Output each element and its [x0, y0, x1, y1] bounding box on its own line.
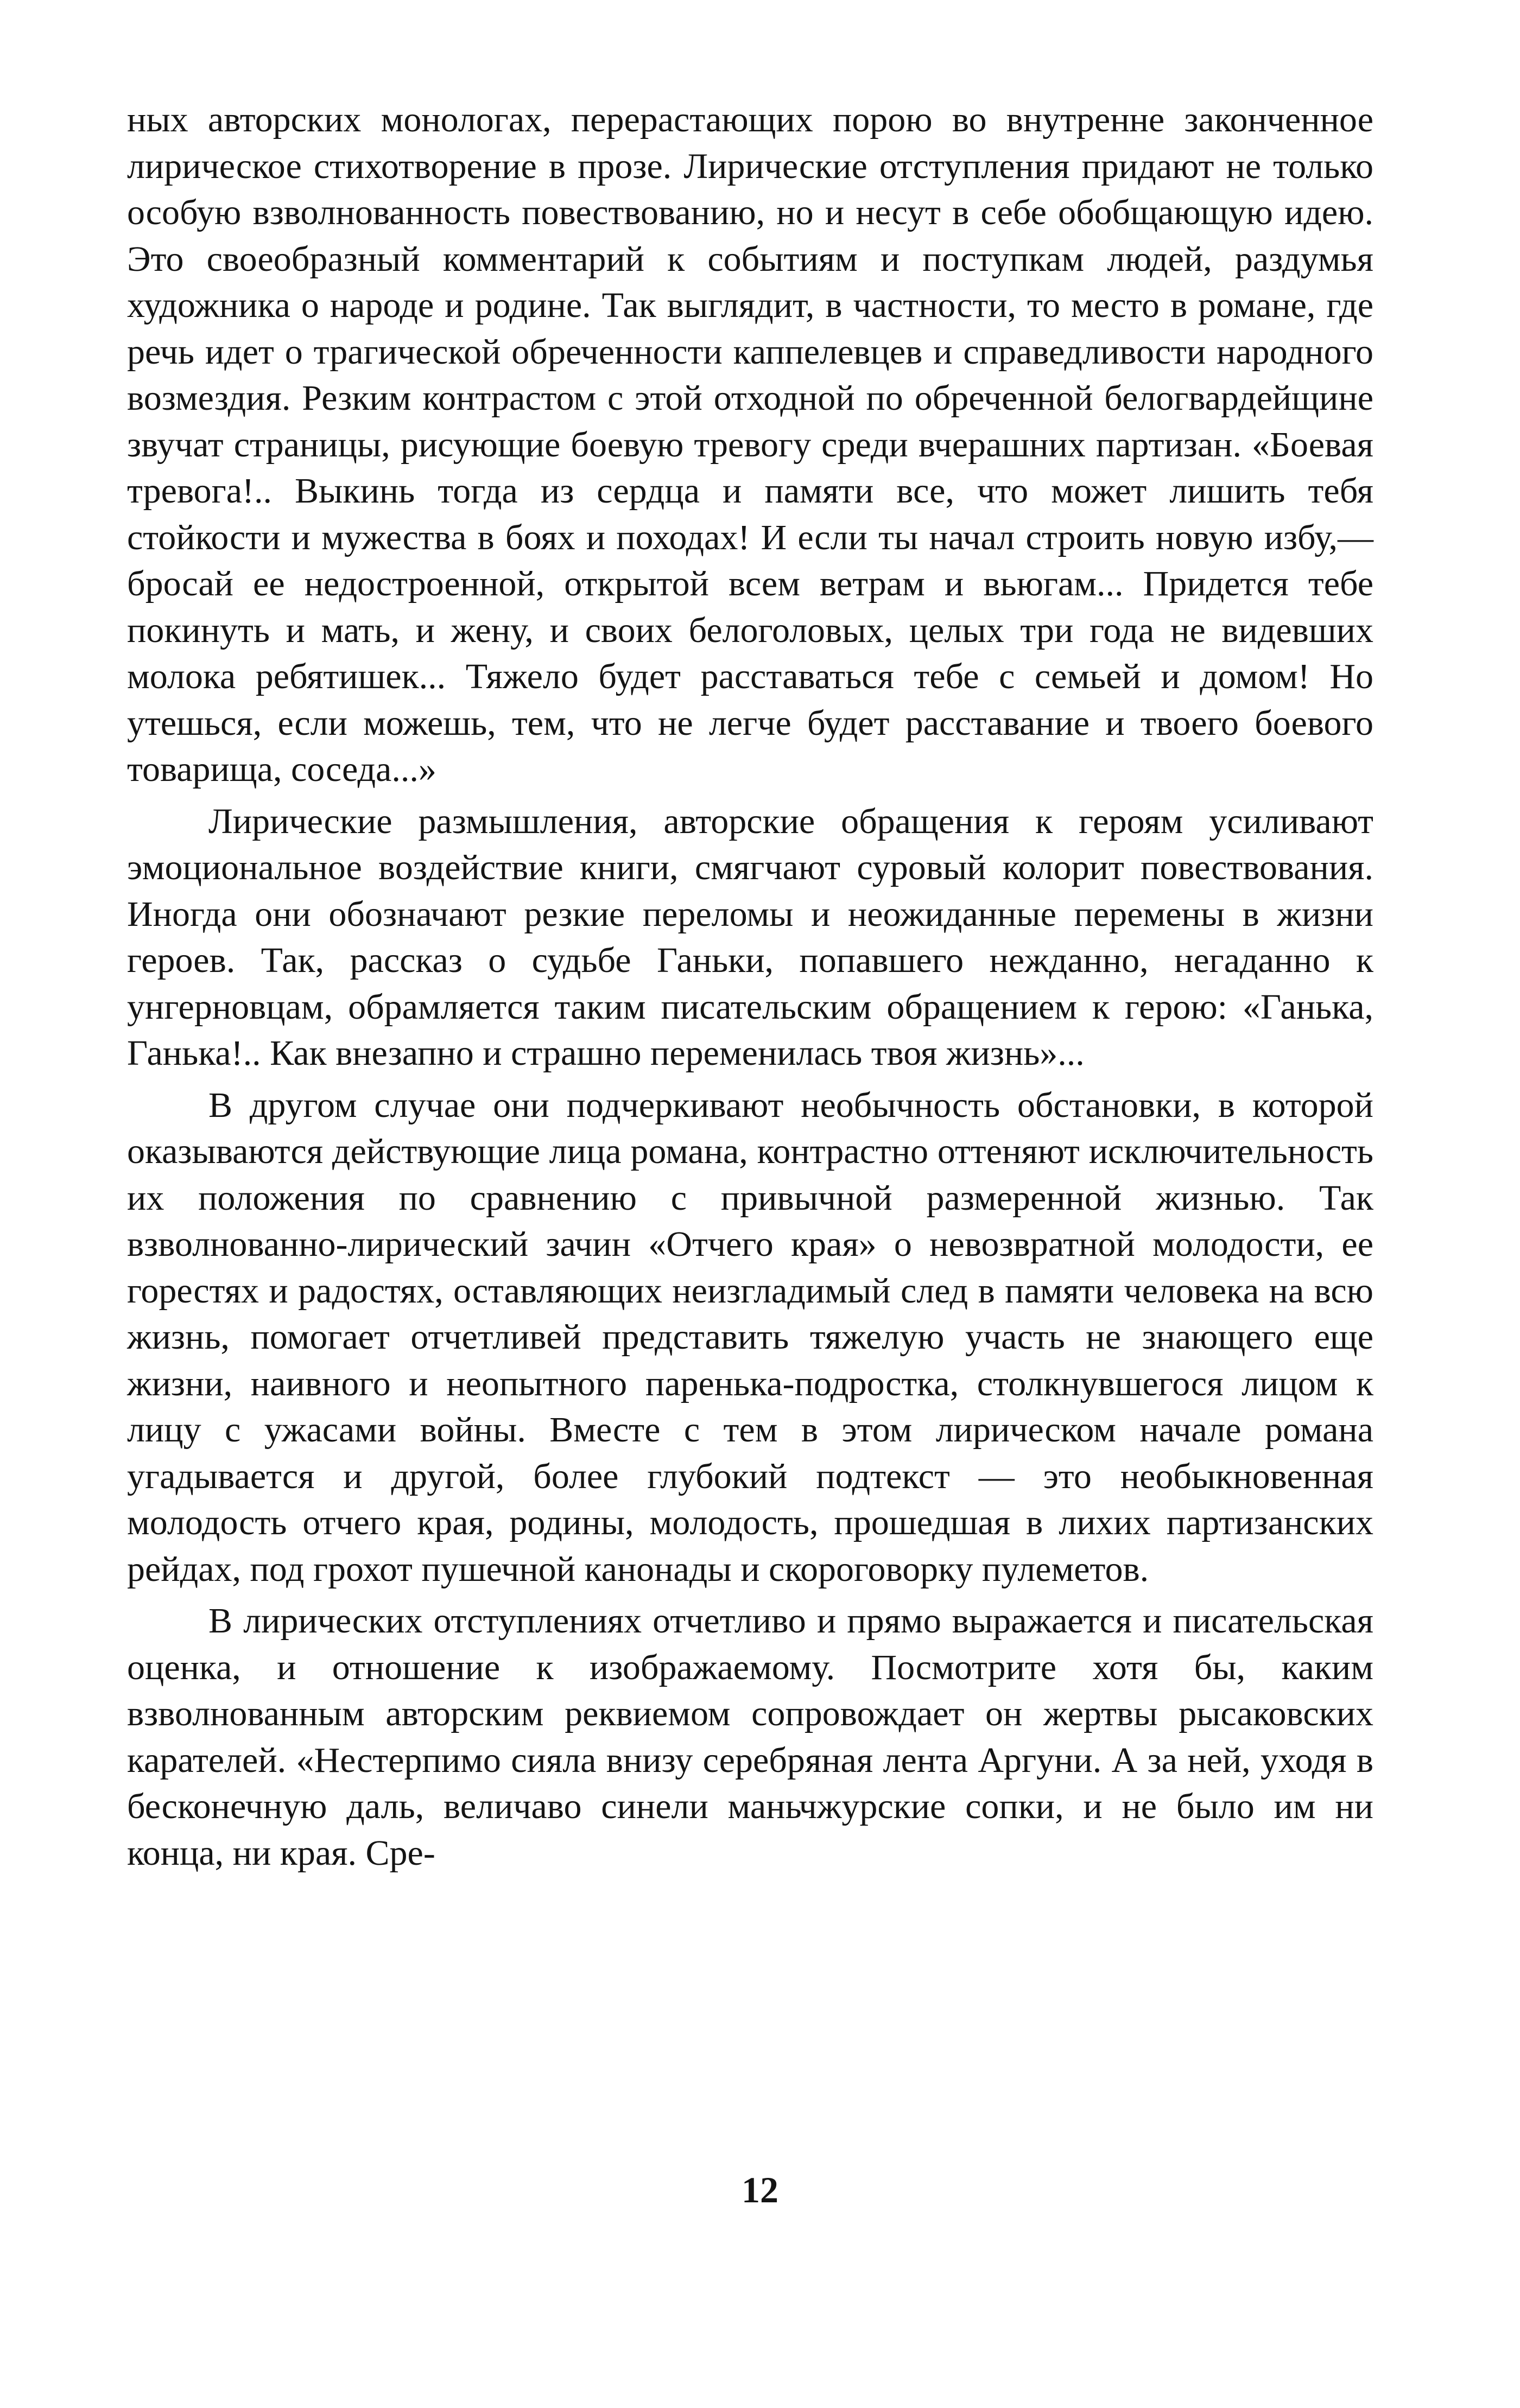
paragraph-3: В другом случае они подчеркивают необычность обстановки, в которой оказываются действующие лица романа, контрастно оттеняют исключительность их положения по сравнению с привычной размеренной жизнью. Так взволнованно-лирический зачин «Отчего края» о невозвратной молодости, ее горестях и радостях, оставляющих неизгладимый след в памяти человека на всю жизнь, помогает отчетливей представить тяжелую участь не знающего еще жизни, наивного и неопытного паренька-подростка, столкнувшегося лицом к лицу с ужасами войны. Вместе с тем в этом лирическом начале романа угадывается и другой, более глубокий подтекст — это необыкновенная молодость отчего края, родины, молодость, прошедшая в лихих партизанских рейдах, под грохот пушечной канонады и скороговорку пулеметов.: [127, 1085, 1373, 1589]
page-number: 12: [742, 2169, 778, 2210]
paragraph-2: Лирические размышления, авторские обращения к героям усиливают эмоциональное воздействие книги, смягчают суровый колорит повествования. Иногда они обозначают резкие переломы и неожиданные перемены в жизни героев. Так, рассказ о судьбе Ганьки, попавшего нежданно, негаданно к унгерновцам, обрамляется таким писательским обращением к герою: «Ганька, Ганька!.. Как внезапно и страшно переменилась твоя жизнь»...: [127, 801, 1373, 1073]
paragraph-1: ных авторских монологах, перерастающих порою во внутренне законченное лирическое стихотворение в прозе. Лирические отступления придают не только особую взволнованность повествованию, но и несут в себе обобщающую идею. Это своеобразный комментарий к событиям и поступкам людей, раздумья художника о народе и родине. Так выглядит, в частности, то место в романе, где речь идет о трагической обреченности каппелевцев и справедливости народного возмездия. Резким контрастом с этой отходной по обреченной белогвардейщине звучат страницы, рисующие боевую тревогу среди вчерашних партизан. «Боевая тревога!.. Выкинь тогда из сердца и памяти все, что может лишить тебя стойкости и мужества в боях и походах! И если ты начал строить новую избу,— бросай ее недостроенной, открытой всем ветрам и вьюгам... Придется тебе покинуть и мать, и жену, и своих белоголовых, целых три года не видевших молока ребятишек... Тяжело будет расставаться тебе с семьей и домом! Но утешься, если можешь, тем, что не легче будет расставание и твоего боевого товарища, соседа...»: [127, 100, 1373, 789]
paragraph-4: В лирических отступлениях отчетливо и прямо выражается и писательская оценка, и отношение к изображаемому. Посмотрите хотя бы, каким взволнованным авторским реквиемом сопровождает он жертвы рысаковских карателей. «Нестерпимо сияла внизу серебряная лента Аргуни. А за ней, уходя в бесконечную даль, величаво синели маньчжурские сопки, и не было им ни конца, ни края. Сре-: [127, 1601, 1373, 1873]
body-text: [127, 97, 1373, 1876]
